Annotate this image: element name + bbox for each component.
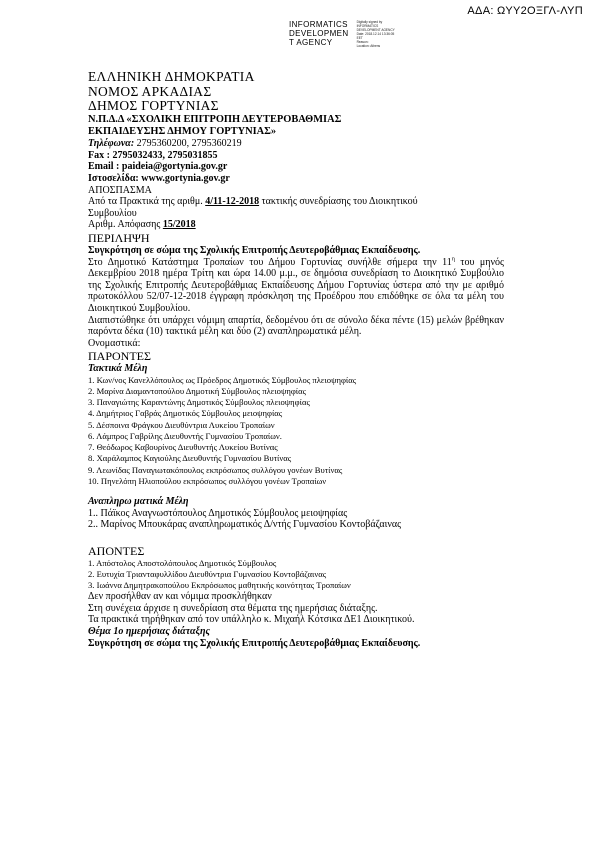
list-item: 2. Μαρίνα Διαμαντοπούλου Δημοτική Σύμβουλος πλειοψηφίας <box>88 386 307 397</box>
website-line[interactable]: Ιστοσελίδα: www.gortynia.gov.gr <box>88 172 230 184</box>
apospasma-title: ΑΠΟΣΠΑΣΜΑ <box>88 184 152 196</box>
email-line[interactable]: Email : paideia@gortynia.gov.gr <box>88 161 228 173</box>
list-item: 5. Δέσποινα Φράγκου Διευθύντρια Λυκείου Τροπαίων <box>88 419 275 430</box>
praktika-line: Από τα Πρακτικά της αριθμ. 4/11-12-2018 τακτικής συνεδρίασης του Διοικητικού <box>88 196 418 208</box>
agenda-subject: Συγκρότηση σε σώμα της Σχολικής Επιτροπής Δευτεροβάθμιας Εκπαίδευσης. <box>88 637 421 649</box>
list-item: 4. Δημήτριος Γαβράς Δημοτικός Σύμβουλος μειοψηφίας <box>88 408 283 419</box>
alternate-members-list <box>88 508 504 531</box>
absent-heading: ΑΠΟΝΤΕΣ <box>88 543 145 558</box>
list-item: 1.. Πάϊκος Αναγνωστόπουλος Δημοτικός Σύμβουλος μειοψηφίας <box>88 507 348 519</box>
agenda-item-heading: Θέμα 1ο ημερήσιας διάταξης <box>88 626 210 638</box>
session-paragraph: Στο Δημοτικό Κατάστημα Τροπαίων του Δήμου Γορτυνίας συνήλθε σήμερα την $11^\eta$ του μηνός Δεκεμβρίου 2018 ημέρα Τρίτη και ώρα 14.00 μ.μ., σε δημόσια συνεδρίαση το Διοικητικό Συμβούλιο της Σχολικής Επιτροπής Δευτεροβάθμιας Εκπαίδευσης Δήμου Γορτυνίας ύστερα από την με αριθμό πρωτοκόλλου 52/07-12-2018 έγγραφη πρόσκληση της Προέδρου που επιδόθηκε σε όλα τα μέλη του Διοικητικού Συμβουλίου. <box>88 256 504 314</box>
decision-number: Αριθμ. Απόφασης 15/2018 <box>88 219 196 231</box>
signature-details: Digitally signed by INFORMATICS DEVELOPMENT AGENCY Date: 2018.12.14 13:36:05 EET Reason: Location: Athens <box>356 20 395 48</box>
phone-line: Τηλέφωνα: 2795360200, 2795360219 <box>88 138 242 150</box>
minutes-keeper-note: Τα πρακτικά τηρήθηκαν από τον υπάλληλο κ. Μιχαήλ Κότσικα ΔΕ1 Διοικητικού. <box>88 614 415 626</box>
agency-name: INFORMATICS DEVELOPMEN T AGENCY <box>289 20 349 47</box>
ada-stamp: ΑΔΑ: ΩΥΥ2ΟΞΓΛ-ΛΥΠ <box>467 5 583 17</box>
regular-members-list <box>88 375 504 487</box>
present-heading: ΠΑΡΟΝΤΕΣ <box>88 349 151 364</box>
header-entity-line1: Ν.Π.Δ.Δ «ΣΧΟΛΙΚΗ ΕΠΙΤΡΟΠΗ ΔΕΥΤΕΡΟΒΑΘΜΙΑΣ <box>88 113 342 125</box>
list-item: 2.. Μαρίνος Μπουκάρας αναπληρωματικός Δ/ντής Γυμνασίου Κοντοβάζαινας <box>88 519 402 531</box>
regular-members-heading: Τακτικά Μέλη <box>88 363 148 375</box>
header-republic: ΕΛΛΗΝΙΚΗ ΔΗΜΟΚΡΑΤΙΑ <box>88 69 255 84</box>
perilipsi-heading: ΠΕΡΙΛΗΨΗ <box>88 230 150 245</box>
digital-signature-logo <box>289 20 395 56</box>
list-item: 2. Ευτυχία Τριανταφυλλίδου Διευθύντρια Γυμνασίου Κοντοβάζαινας <box>88 568 327 579</box>
onomastika-label: Ονομαστικά: <box>88 337 141 349</box>
absence-note: Δεν προσήλθαν αν και νόμιμα προσκλήθηκαν <box>88 591 272 603</box>
list-item: 3. Ιωάννα Δημητρακοπούλου Εκπρόσωπος μαθητικής κοινότητας Τροπαίων <box>88 580 351 591</box>
fax-line: Fax : 2795032433, 2795031855 <box>88 149 218 161</box>
praktika-line-2: Συμβουλίου <box>88 207 137 219</box>
list-item: 10. Πηνελόπη Ηλιοπούλου εκπρόσωπος συλλόγου γονέων Τροπαίων <box>88 475 327 486</box>
absent-members-list <box>88 558 504 592</box>
list-item: 8. Χαράλαμπος Καγιούλης Διευθυντής Γυμνασίου Βυτίνας <box>88 453 292 464</box>
document-body <box>88 70 504 649</box>
list-item: 7. Θεόδωρος Καβουρίνος Διευθυντής Λυκείου Βυτίνας <box>88 442 278 453</box>
header-entity-line2: ΕΚΠΑΙΔΕΥΣΗΣ ΔΗΜΟΥ ΓΟΡΤΥΝΙΑΣ» <box>88 125 277 137</box>
list-item: 3. Παναγιώτης Καραντώνης Δημοτικός Σύμβουλος πλειοψηφίας <box>88 397 310 408</box>
list-item: 1. Απόστολος Αποστολόπουλος Δημοτικός Σύμβουλος <box>88 557 277 568</box>
list-item: 9. Λεωνίδας Παναγιωτακόπουλος εκπρόσωπος συλλόγου γονέων Βυτίνας <box>88 464 343 475</box>
list-item: 1. Κων/νος Κανελλόπουλος ως Πρόεδρος Δημοτικός Σύμβουλος πλειοψηφίας <box>88 374 357 385</box>
list-item: 6. Λάμπρος Γαβρίλης Διευθυντής Γυμνασίου Τροπαίων. <box>88 430 282 441</box>
header-municipality: ΔΗΜΟΣ ΓΟΡΤΥΝΙΑΣ <box>88 98 219 114</box>
header-prefecture: ΝΟΜΟΣ ΑΡΚΑΔΙΑΣ <box>88 83 212 99</box>
quorum-paragraph: Διαπιστώθηκε ότι υπάρχει νόμιμη απαρτία, δεδομένου ότι σε σύνολο δέκα πέντε (15) μελών βρέθηκαν παρόντα δέκα (10) τακτικά μέλη και δύο (2) αναπληρωματικά μέλη. <box>88 314 504 338</box>
alternate-members-heading: Αναπληρω ματικά Μέλη <box>88 495 189 507</box>
subject-line: Συγκρότηση σε σώμα της Σχολικής Επιτροπής Δευτεροβάθμιας Εκπαίδευσης. <box>88 244 421 256</box>
session-start-note: Στη συνέχεια άρχισε η συνεδρίαση στα θέματα της ημερήσιας διάταξης. <box>88 602 378 614</box>
